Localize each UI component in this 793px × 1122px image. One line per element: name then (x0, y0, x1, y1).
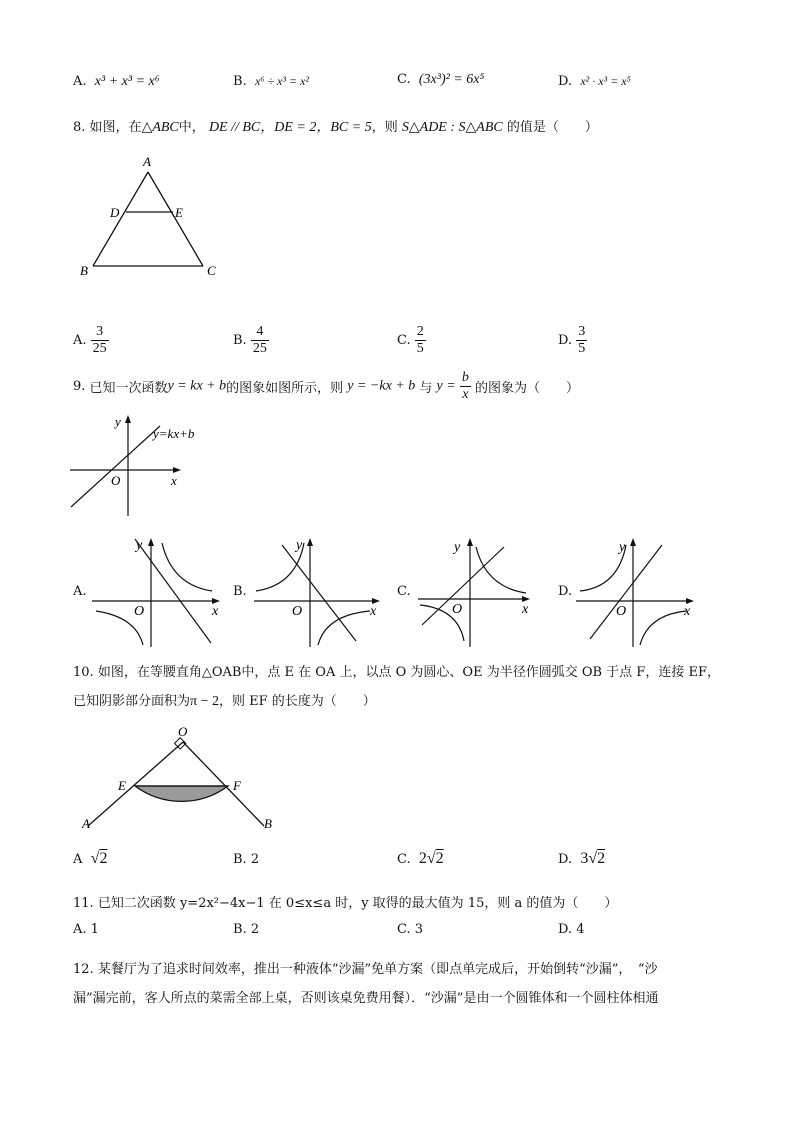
q8-stem: 8. 如图，在△ABC中， DE // BC，DE = 2，BC = 5，则 S△ADE : S△ABC 的值是（ ） (73, 120, 598, 135)
label-o: O (111, 473, 121, 488)
label-y: y (136, 538, 143, 553)
q8-option-b-fraction: $\frac{4}{25}$ (252, 324, 267, 356)
hyperbola-q1 (162, 543, 212, 591)
q7-option-b-expr: x⁶ ÷ x³ = x² (254, 74, 309, 88)
hyperbola-q4 (640, 611, 686, 645)
q9-inverse-fraction: $\frac{b}{x}$ (461, 370, 469, 402)
q10-stem-line1: 10. 如图，在等腰直角△OAB中，点 E 在 OA 上，以点 O 为圆心、OE 为半径作圆弧交 OB 于点 F，连接 EF， (73, 665, 720, 680)
q11-option-b: B. 2 (233, 922, 260, 937)
shaded-region (135, 786, 228, 801)
q7-option-c-expr: (3x³)² = 6x⁵ (418, 72, 485, 87)
q9-given-graph (65, 412, 225, 520)
q10-figure (78, 722, 278, 832)
side-ab (93, 172, 148, 266)
q10-option-d: D. 3√2 (558, 850, 606, 867)
q11-option-a: A. 1 (73, 922, 99, 937)
q11-stem: 11. 已知二次函数 y=2x²−4x−1 在 0≤x≤a 时，y 取得的最大值为 15，则 a 的值为（ ） (73, 896, 618, 911)
q7-option-d: D. x² · x³ = x⁵ (558, 74, 631, 89)
label-a: A (82, 816, 90, 831)
q9-option-b-label: B. (233, 584, 247, 599)
hyperbola-q4 (318, 611, 370, 645)
label-y: y (115, 414, 121, 429)
q9-option-d-label: D. (558, 584, 573, 599)
q9-stem: 9. 已知一次函数y = kx + b的图象如图所示，则 y = −kx + b 与 y = $\frac{b}{x}$ 的图象为（ ） (73, 370, 580, 402)
label-e: E (175, 205, 183, 220)
q7-option-b: B. x⁶ ÷ x³ = x² (233, 74, 309, 89)
segment-ob (183, 742, 264, 826)
y-axis-arrow (630, 538, 636, 546)
label-c: C (207, 263, 216, 278)
q8-option-b: B. $\frac{4}{25}$ (233, 324, 267, 356)
label-line: y=kx+b (153, 426, 195, 441)
label-d: D (110, 205, 120, 220)
q11-option-d: D. 4 (558, 922, 585, 937)
label-b: B (80, 263, 88, 278)
label-x: x (522, 602, 529, 617)
y-axis-arrow (125, 415, 131, 423)
label-x: x (370, 604, 377, 619)
y-axis-arrow (467, 538, 473, 546)
q8-option-d: D. $\frac{3}{5}$ (558, 324, 586, 356)
q8-option-c-fraction: $\frac{2}{5}$ (416, 324, 424, 356)
q9-option-c-graph (414, 533, 544, 651)
label-o: O (292, 604, 303, 619)
label-y: y (296, 538, 303, 553)
line-kx-plus-b (71, 426, 160, 507)
label-o: O (134, 604, 145, 619)
q9-option-a-label: A. (73, 584, 87, 599)
segment-oa (88, 742, 183, 826)
q9-option-a-graph (88, 533, 228, 651)
decreasing-line (135, 539, 211, 643)
label-e: E (118, 778, 126, 793)
label-a: A (143, 154, 151, 169)
decreasing-line (282, 545, 356, 641)
label-b: B (264, 816, 272, 831)
q8-option-d-fraction: $\frac{3}{5}$ (578, 324, 586, 356)
q7-option-d-expr: x² · x³ = x⁵ (580, 74, 631, 88)
label-o: O (452, 602, 463, 617)
q9-option-b-graph (250, 533, 390, 651)
q10-option-b: B. 2 (233, 852, 260, 867)
label-o: O (178, 724, 188, 739)
label-x: x (684, 604, 691, 619)
label-y: y (619, 540, 626, 555)
label-y: y (454, 540, 461, 555)
increasing-line (422, 547, 504, 625)
q10-option-a: A √2 (73, 850, 108, 867)
q10-option-c: C. 2√2 (397, 850, 444, 867)
q10-stem-line2: 已知阴影部分面积为π − 2，则 EF 的长度为（ ） (73, 694, 376, 709)
q11-option-c: C. 3 (397, 922, 424, 937)
q8-triangle-figure (75, 150, 235, 280)
label-x: x (171, 473, 177, 488)
q9-option-d-graph (572, 533, 707, 651)
q8-option-a-fraction: $\frac{3}{25}$ (92, 324, 107, 356)
q7-option-a: A. x³ + x³ = x⁶ (73, 74, 160, 89)
q12-stem-line2: 漏”漏完前，客人所点的菜需全部上桌，否则该桌免费用餐）．“沙漏”是由一个圆锥体和一个圆柱体相通 (73, 991, 659, 1006)
label-o: O (616, 604, 627, 619)
q9-option-c-label: C. (397, 584, 411, 599)
q12-stem-line1: 12. 某餐厅为了追求时间效率，推出一种液体“沙漏”免单方案（即点单完成后，开始倒转“沙漏”， “沙 (73, 962, 658, 977)
y-axis-arrow (307, 538, 313, 546)
y-axis-arrow (148, 538, 154, 546)
q7-option-c: C. (3x³)² = 6x⁵ (397, 72, 485, 87)
q7-option-a-expr: x³ + x³ = x⁶ (94, 74, 160, 89)
q8-option-c: C. $\frac{2}{5}$ (397, 324, 424, 356)
hyperbola-q1 (476, 547, 526, 593)
label-x: x (212, 604, 219, 619)
q8-option-a: A. $\frac{3}{25}$ (73, 324, 107, 356)
label-f: F (233, 778, 241, 793)
